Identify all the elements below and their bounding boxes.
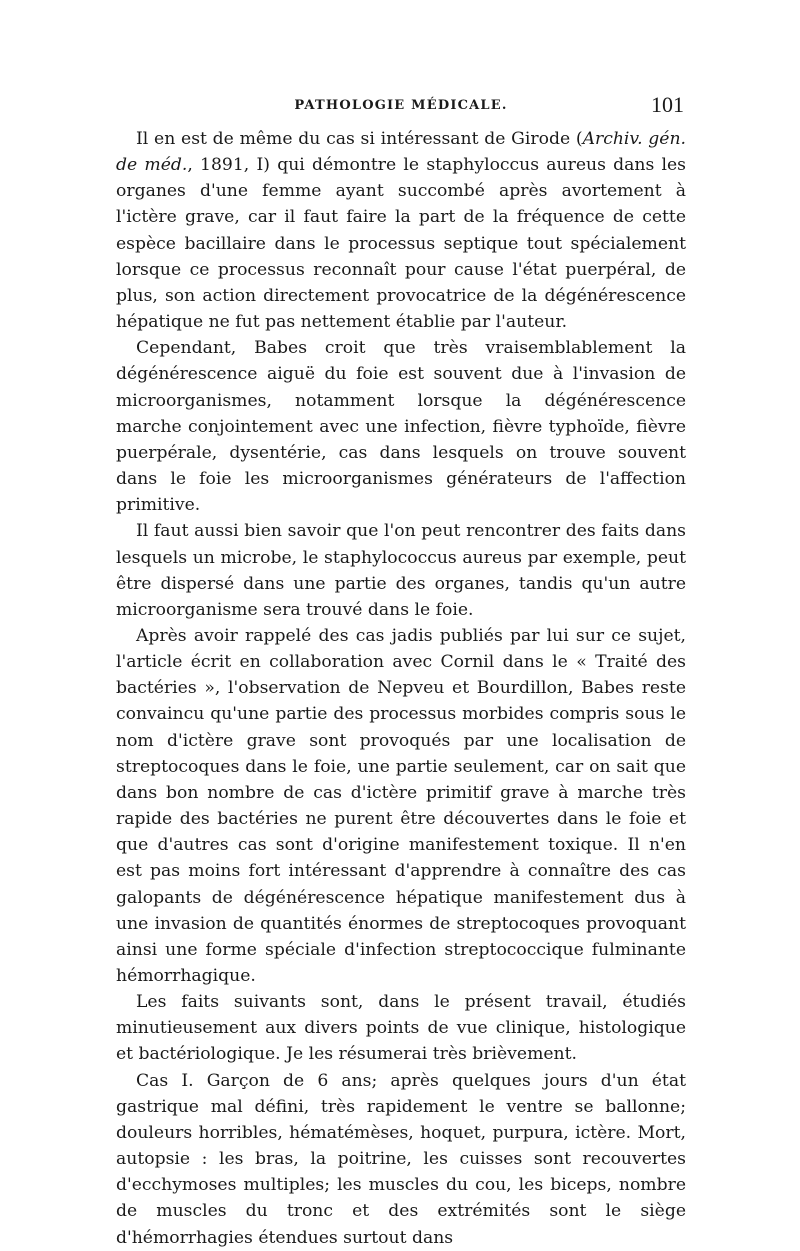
page-number: 101 (651, 92, 684, 117)
paragraph (116, 126, 686, 335)
paragraph: Il faut aussi bien savoir que l'on peut rencontrer des faits dans lesquels un microbe, le staphylococcus aureus par exemple, peut être dispersé dans une partie des organes, tandis qu'un autre microorganisme sera trouvé dans le foie. (116, 521, 686, 620)
paragraph-text: , 1891, I) qui démontre le staphyloccus aureus dans les organes d'une femme ayant succombé après avortement à l'ictère grave, car il faut faire la part de la fréquence de cette espèce bacillaire dans le processus septique tout spécialement lorsque ce processus reconnaît pour cause l'état puerpéral, de plus, son action directement provocatrice de la dégénérescence hépatique ne fut pas nettement établie par l'auteur. (116, 155, 686, 333)
paragraph: Cependant, Babes croit que très vraisemblablement la dégénérescence aiguë du foie est souvent due à l'invasion de microorganismes, notamment lorsque la dégénérescence marche conjointement avec une infection, fièvre typhoïde, fièvre puerpérale, dysentérie, cas dans lesquels on trouve souvent dans le foie les microorganismes générateurs de l'affection primitive. (116, 338, 686, 516)
paragraph: Les faits suivants sont, dans le présent travail, étudiés minutieusement aux divers points de vue clinique, histologique et bactériologique. Je les résumerai très brièvement. (116, 992, 686, 1065)
paragraph-text: Il en est de même du cas si intéressant de Girode ( (136, 129, 583, 149)
running-title: PATHOLOGIE MÉDICALE. (294, 98, 508, 113)
paragraph: Cas I. Garçon de 6 ans; après quelques jours d'un état gastrique mal défini, très rapidement le ventre se ballonne; douleurs horribles, hématémèses, hoquet, purpura, ictère. Mort, autopsie : les bras, la poitrine, les cuisses sont recouvertes d'ecchymoses multiples; les muscles du cou, les biceps, nombre de muscles du tronc et des extrémités sont le siège d'hémorrhagies étendues surtout dans (116, 1070, 686, 1248)
running-head (118, 92, 684, 118)
paragraph: Après avoir rappelé des cas jadis publiés par lui sur ce sujet, l'article écrit en collaboration avec Cornil dans le « Traité des bactéries », l'observation de Nepveu et Bourdillon, Babes reste convaincu qu'une partie des processus morbides compris sous le nom d'ictère grave sont provoqués par une localisation de streptocoques dans le foie, une partie seulement, car on sait que dans bon nombre de cas d'ictère primitif grave à marche très rapide des bactéries ne purent être découvertes dans le foie et que d'autres cas sont d'origine manifestement toxique. Il n'en est pas moins fort intéressant d'apprendre à connaître des cas galopants de dégénérescence hépatique manifestement dus à une invasion de quantités énormes de streptocoques provoquant ainsi une forme spéciale d'infection streptococcique fulminante hémorrhagique. (116, 625, 686, 986)
body-text (116, 126, 686, 1251)
citation-title: Archiv. gén. de méd. (116, 129, 687, 176)
